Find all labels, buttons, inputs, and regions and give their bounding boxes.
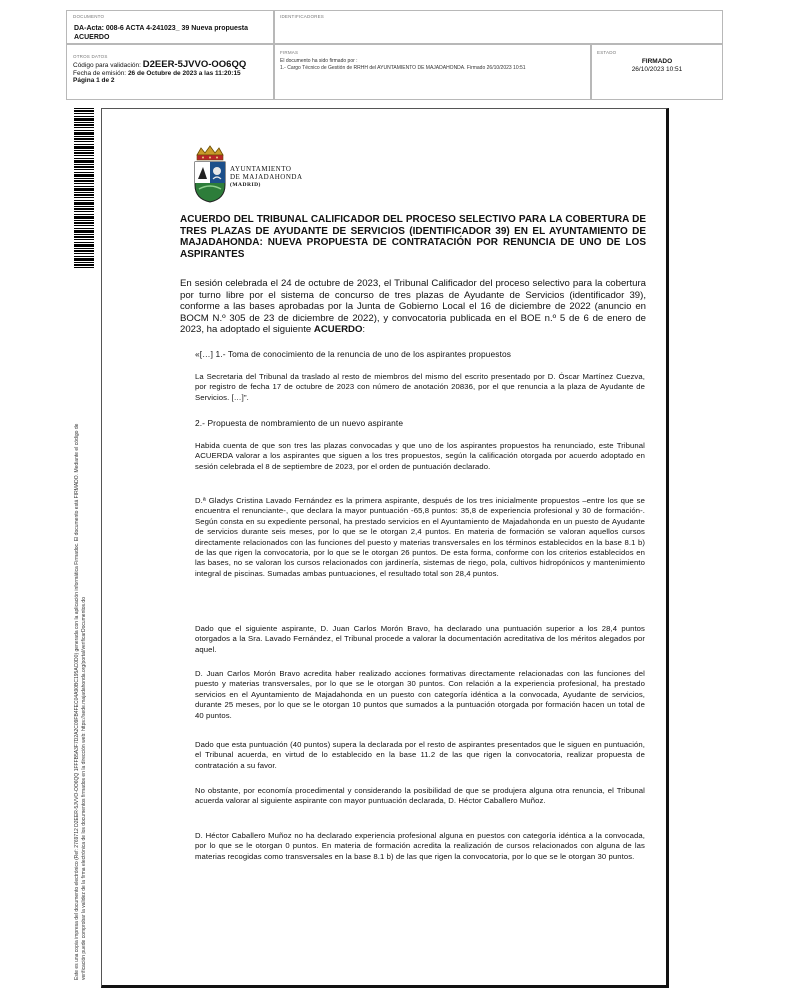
paragraph-8: D. Héctor Caballero Muñoz no ha declarado experiencia profesional alguna en puestos con categoría idéntica a la convocada, por lo que se le otorgan 0 puntos. En materia de formación acredita la realización de cursos relacionados con alguna de las materias recogidas como transversales en la base 8.1 b) de las que rigen la convocatoria, por lo que se le otorgan 30 puntos.	[195, 831, 645, 861]
firmas-label: FIRMAS	[280, 50, 299, 55]
firmas-cell	[274, 44, 591, 100]
margin-line-1: Este es una copia impresa del documento electrónico (Ref: 2769712 D2EER-5JVVO-OO6QQ 1FFFB5A3F7D2A2C09FB4FEC04A90BC195AC0D0) generada con la aplicación informática Firmadoc. El documento está FIRMADO. Mediante el código de	[74, 423, 80, 980]
paragraph-5: D. Juan Carlos Morón Bravo acredita haber realizado acciones formativas directamente relacionadas con las funciones del puesto y materias transversales, por lo que se le otorgan 30 puntos. Con relación a la experiencia profesional, ha prestado servicios en el Ayuntamiento de Majadahonda en un puesto con categoría idéntica a la convocada, Ayudante de servicios, durante 25 meses, por lo que se le otorgan 10 puntos que sumados a la puntuación otorgada por formación hacen un total de 40 puntos.	[195, 669, 645, 720]
intro-text: En sesión celebrada el 24 de octubre de 2023, el Tribunal Calificador del proceso selectivo para la cobertura por turno libre por el sistema de concurso de tres plazas de Ayudante de Servicios (identificador 39), conforme a las bases aprobadas por la Junta de Gobierno Local el 16 de diciembre de 2022 (anuncio en BOCM N.º 305 de 23 de diciembre de 2022), y convocatoria publicada en el BOE n.º 5 de 6 de enero de 2023, ha adoptado el siguiente	[180, 278, 646, 336]
estado-date: 26/10/2023 10:51	[631, 66, 683, 73]
identificadores-label: IDENTIFICADORES	[280, 14, 325, 19]
codigo-value: D2EER-5JVVO-OO6QQ	[142, 59, 247, 70]
document-page	[101, 108, 669, 988]
coat-of-arms-icon	[193, 145, 227, 203]
heading-2: 2.- Propuesta de nombramiento de un nuevo aspirante	[195, 418, 404, 428]
document-title: ACUERDO DEL TRIBUNAL CALIFICADOR DEL PROCESO SELECTIVO PARA LA COBERTURA DE TRES PLAZAS DE AYUDANTE DE SERVICIOS (IDENTIFICADOR 39) EN EL AYUNTAMIENTO DE MAJADAHONDA: NUEVA PROPUESTA DE CONTRATACIÓN POR RENUNCIA DE UNO DE LOS ASPIRANTES	[180, 214, 646, 260]
paragraph-3: D.ª Gladys Cristina Lavado Fernández es la primera aspirante, después de los tres inicialmente propuestos –entre los que se encuentra el renunciante-, que declara la mayor puntuación -65,8 puntos: 35,8 de experiencia profesional y 30 de formación-. Según consta en su expediente personal, ha prestado servicios en el Ayuntamiento de Majadahonda en un puesto de Ayudante de servicios durante seis meses, por lo que se le otorgan 2,4 puntos. En materia de formación se valoran aquellos cursos directamente relacionados con las funciones del puesto y materias transversales en los términos establecidos en la base 8.1 b) de las que rigen la convocatoria, por lo que se le otorgan 26 puntos. De esta forma, conforme con los criterios establecidos en las bases, no se valoran los cursos relacionados con jardinería, sistemas de riego, pola, cultivos hidropónicos y mantenimiento integral de piscinas. Sumadas ambas puntuaciones, el resultado total son 28,4 puntos.	[195, 496, 645, 578]
fecha-value: 26 de Octubre de 2023 a las 11:20:15	[127, 69, 241, 77]
logo-line-3: (MADRID)	[230, 182, 261, 188]
paragraph-2: Habida cuenta de que son tres las plazas convocadas y que uno de los aspirantes propuestos ha renunciado, este Tribunal ACUERDA valorar a los aspirantes que siguen a los tres propuestos, según la calificación otorgada por acuerdo adoptado en sesión celebrada el 8 de septiembre de 2023, por el orden de puntuación declarado.	[195, 441, 645, 471]
logo-line-1: AYUNTAMIENTO	[230, 165, 292, 173]
firmas-line: 1.- Cargo Técnico de Gestión de RRHH del AYUNTAMIENTO DE MAJADAHONDA. Firmado 26/10/2023 10:51	[280, 65, 526, 71]
paragraph-7: No obstante, por economía procedimental y considerando la posibilidad de que se produjera alguna otra renuncia, el Tribunal acuerda valorar al siguiente aspirante con mayor puntuación declarada, D. Héctor Caballero Muñoz.	[195, 786, 645, 806]
documento-label: DOCUMENTO	[73, 14, 105, 19]
firmas-intro: El documento ha sido firmado por :	[280, 58, 358, 64]
documento-value: DA-Acta: 008-6 ACTA 4-241023_ 39 Nueva propuesta ACUERDO	[74, 25, 249, 41]
fecha-label: Fecha de emisión:	[73, 69, 127, 77]
firmas-text	[280, 58, 586, 72]
heading-1: «[…] 1.- Toma de conocimiento de la renuncia de uno de los aspirantes propuestos	[195, 349, 512, 359]
paragraph-1: La Secretaria del Tribunal da traslado al resto de miembros del mismo del escrito presentado por D. Óscar Martínez Cuezva, por registro de fecha 17 de octubre de 2023 con número de anotación 20836, por el que renuncia a la plaza de Ayudante de Servicios. […]".	[195, 372, 645, 402]
estado-cell	[591, 44, 723, 100]
estado-label: ESTADO	[597, 50, 617, 55]
intro-end: :	[362, 324, 366, 336]
paragraph-4: Dado que el siguiente aspirante, D. Juan Carlos Morón Bravo, ha declarado una puntuación superior a los 28,4 puntos otorgados a la Sra. Lavado Fernández, el Tribunal procede a valorar la documentación acreditativa de los méritos alegados por aquel.	[195, 624, 645, 654]
otros-datos-cell	[66, 44, 274, 100]
codigo-row	[73, 61, 273, 70]
documento-cell	[66, 10, 274, 44]
pagina-value: Página 1 de 2	[73, 77, 115, 84]
verification-margin-text	[74, 280, 88, 980]
intro-paragraph	[180, 278, 646, 336]
otros-datos-label: OTROS DATOS	[73, 54, 108, 59]
paragraph-6: Dado que esta puntuación (40 puntos) supera la declarada por el resto de aspirantes presentados que le siguen en puntuación, el Tribunal acuerda, en virtud de lo establecido en la base 11.2 de las que rigen la convocatoria, realizar propuesta de contratación a su favor.	[195, 740, 645, 770]
intro-acuerdo: ACUERDO	[313, 324, 363, 336]
fecha-row	[73, 70, 273, 78]
logo-line-2: DE MAJADAHONDA	[230, 173, 303, 181]
town-name	[230, 165, 303, 189]
margin-line-2: verificación puede comprobar la validez de la firma electrónica de los documentos firmados en la dirección web: https://sede.majadahonda.org/portal/verificarDocumentos.do	[81, 597, 87, 980]
estado-value: FIRMADO	[641, 58, 673, 65]
codigo-label: Código para validación:	[73, 62, 141, 69]
barcode	[74, 108, 94, 268]
identificadores-cell	[274, 10, 723, 44]
